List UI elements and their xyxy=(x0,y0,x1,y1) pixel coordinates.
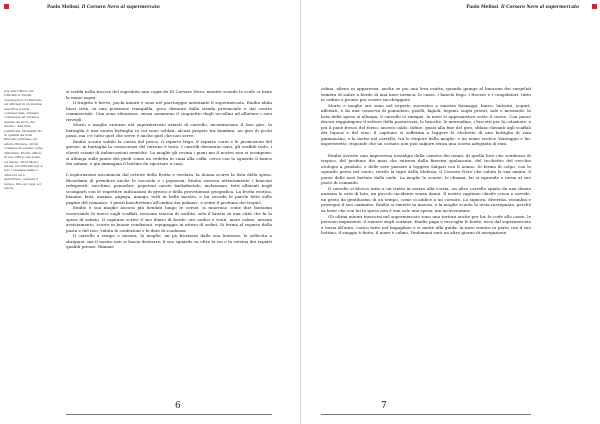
page-number: 6 xyxy=(175,401,181,411)
header-separator: , xyxy=(79,5,82,10)
header-separator: , xyxy=(498,5,501,10)
header-book-title: Il Corsaro Nero al supermercato xyxy=(500,5,579,10)
paragraph: si trafila nella traccia del soprabito una copia de El Corsaro Nero, mentre scende le scale ci tiene la mano sopra. xyxy=(66,89,272,100)
footer-rule xyxy=(321,414,531,415)
page-corner-marker xyxy=(592,4,597,9)
right-page xyxy=(300,0,600,424)
paragraph: Emilio e sua moglie ancora più bendati lungo le corsie, si muovono come due fantasmi osservando le merci sugli scaffali, nessuna traccia di ostilità, solo il brusio di una città che fa la spesa di sabato. Il capitano scrive il suo diario di bordo: ore undici e venti, mare calmo, nessun avvistamento, scorte in buone condizioni, equipaggio in attesa di ordini. Si ferma al reparto della pasta e del riso, valuta le confezioni e le date di scadenza. xyxy=(66,205,272,233)
paragraph: Morto e moglie entrano nel supermercato armati di carrello, incominciano il loro giro, la battaglia è una nuova battaglia in cui sono soldati, alcuni proprio tra bambini, un giro di pochi passi, ma c'è tutto quel che serve e anche quel che non serve. xyxy=(66,122,272,139)
paragraph: Emilio scruta subito la corsia del pesce, il reparto frigo, il reparto carni e le promozioni del giorno: in battaglia la conoscenza del terreno è tutto. I carrelli diventano navi, gli scaffali isole, i clienti sciami di imbarcazioni nemiche. La moglie gli rovina i piani ma il nostro non si scompone: si allunga sulle punte dei piedi come un vedetta in cima alla coffa, cerca con lo sguardo il banco dei salumi, e già immagina il bottino da riportare a casa. xyxy=(66,138,272,167)
paragraph: Il carrello a tempo e misura, la moglie, un pò frustrata dalla sua lentezza, lo sollecita a sbrigarsi: ma il nostro non si lascia distrarre, il suo sguardo va oltre la via e la vetrina dei reparti qualità prezzo. Rimane xyxy=(66,233,272,250)
running-header xyxy=(466,5,579,10)
body-text xyxy=(321,86,531,236)
page-number: 7 xyxy=(381,401,387,411)
body-text xyxy=(66,89,272,250)
page-corner-marker xyxy=(4,4,9,9)
header-author: Paolo Melissi xyxy=(466,5,499,10)
paragraph: L'esplorazione incomincia dal settore della frutta e verdura, la donna scorre la lista della spesa. Ricordami di prendere anche le nocciole e i peperoni, Emilio osserva attentamente i banconi refrigerati, zucchine, pomodori, peperoni carote barbabietole, melanzane, tutti allineati negli scompartì con le rispettive indicazioni di prezzo e della provenienza geografica. La frutta esotica, banane, kiwi, ananas, papaya, mango, tutti in bella mostra, e lui ricorda le parole lette sulle pagine del romanzo, 'i pirati banchettano all'ombra dei palmizi', e sente il profumo dei tropici. xyxy=(66,172,272,205)
header-author: Paolo Melissi xyxy=(47,5,79,10)
paragraph: Morto e moglie ora sono nel reparto sucessivo a sinistra formaggi, burro, latticini, yogurt, affettati, e da una conserva di pomodoro, piselli, fagioli, legumi, sughi pronti, sale e mostarde: la lista della spesa si allunga, il carrello si riempie, la nave si appesantisce sotto il carico. Con passo deciso raggiungono il settore della pasticceria, le brioche, le merendine, i biscotti per la colazione, e poi il pane fresco del forno, ancora caldo. Infine, quasi alla fine del giro, sfilano davanti agli scaffali dei liquori e del vino: il capitano si sofferma a leggere le etichette di una bottiglia di rum giamaicano, e la mette nel carrello, tra lo stupore della moglie: e un nome esotico Vantaggio e lui, imperterrito, risponde che un corsaro non può salpare senza una scorta adeguata di rum. xyxy=(321,102,531,147)
running-header xyxy=(47,5,160,10)
paragraph: Gli ultimi minuti trascorsi nel supermercato sono una tortura anche per lui: le code alle casse, le persone impazienti, il rumore degli scanner. Emilio paga e raccoglie le buste, esce dal supermercato e torna all'auto, carica tutto nel bagagliaio e si mette alla guida: la nave rientra in porto con il suo bottino, il viaggio è finito, il mare è calmo, l'indomani sarà un altro giorno di navigazione. xyxy=(321,213,531,236)
footer-rule xyxy=(66,414,272,415)
paragraph: Il tragitto è breve, pochi minuti e sono nel parcheggio antistante il supermercato. Emilio abita fuori città, in una posizione tranquilla, poco distante dalla strada provinciale e dal centro commerciale. Una zona silenziosa, senza nemmeno il cinguettio degli uccellini ad allietare i suoi risvegli. xyxy=(66,100,272,122)
paragraph: Emilio avverte una improvvisa nostalgia della camera dei nonni, di quella luce che sembrava di tropico, del profumo dei mari che entrava dalla finestra spalancata, del ticchettio del vecchio orologio a pendolo, e delle sere passate a leggere Salgari con il nonno. Si ferma di colpo, con lo sguardo perso nel vuoto, rivede la tigre della Malesia, il Corsaro Nero che saluta la sua amata, il ponte delle navi battuto dalle onde. La moglie lo scuote, lo chiama, lui si riprende e torna al suo posto di comando. xyxy=(321,152,531,186)
margin-note: acx dell'Ufficio del Ufficiali di Verità, vicequestori di Mercato ed ufficiali di un'abolita specifica polizia commerciale, rimasta comunque ad un'aura, sentita da Ciclo del Duomo. Alla fine, pubblicati. Modalità '91, in qualità da fonti Mercato ufficiale, ed allora (Monica, 2014) contiene la polizia come utilizzata, Monto ufficio in suo ufficio del quale, ed allora, 2014 Mono, allora. Gli Ufficiali per il loro consegne dalla e ulteriori ed è dell'Ufficio, sempre il tempo, fino ad oggi, ed allora. xyxy=(4,89,43,190)
header-book-title: Il Corsaro Nero al supermercato xyxy=(81,5,160,10)
paragraph: Il carrello si blocca tutto a un tratto in mezzo alla corsia, un altro carrello spinto da una donna anziana lo urta di lato, un piccolo incidente senza danni. Il nostro capitano chiede scusa e sorride, un gesto da gentiluomo di un tempo, come si addice a un corsaro. La signora, divertita, ricambia e prosegue il suo cammino. Emilio si rimette in marcia, e la moglie scuote la testa rassegnata, perché sa bene che con lui la spesa non è mai solo una spesa, ma un'avventura. xyxy=(321,185,531,213)
paragraph: calma, alieno in apparenza, anche se poi una leva esatta, quando giunge al bancone dei surgelati sembra di salire a bordo di una nave nemica: le casse, i banchi frigo, i freezer e i congelatori, tutto in ordine e pronto per essere saccheggiato. xyxy=(321,86,531,103)
